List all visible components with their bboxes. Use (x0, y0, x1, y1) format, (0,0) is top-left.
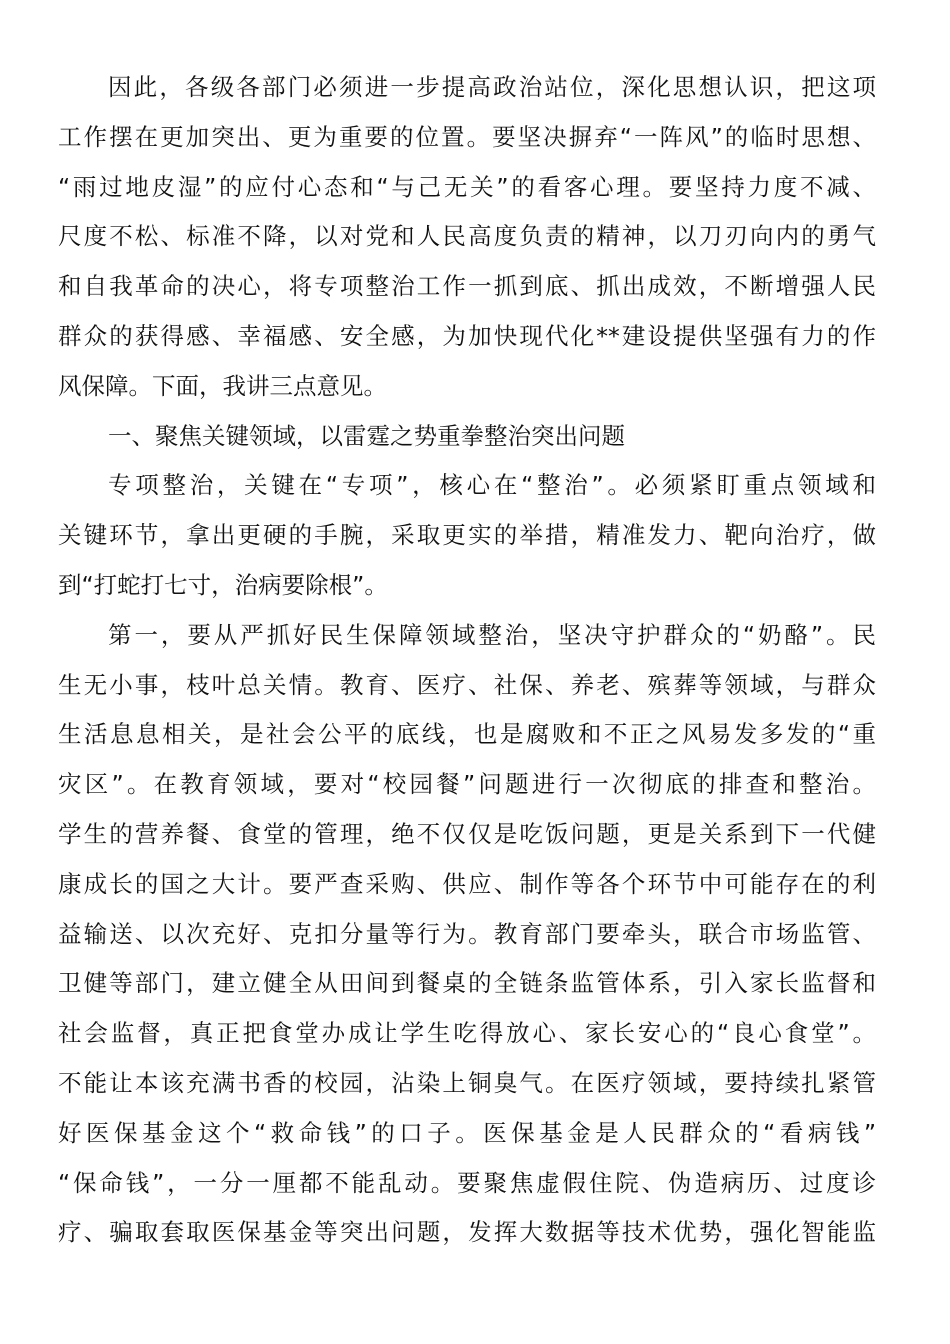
paragraph-line: 不能让本该充满书香的校园，沾染上铜臭气。在医疗领域，要持续扎紧管 (58, 1068, 876, 1097)
section-heading: 一、聚焦关键领域，以雷霆之势重拳整治突出问题 (108, 421, 625, 450)
document-page (58, 63, 876, 1258)
paragraph-line: 好医保基金这个“救命钱”的口子。医保基金是人民群众的“看病钱” (58, 1118, 876, 1147)
paragraph-line: 生活息息相关，是社会公平的底线，也是腐败和不正之风易发多发的“重 (58, 720, 876, 749)
paragraph-line: 生无小事，枝叶总关情。教育、医疗、社保、养老、殡葬等领域，与群众 (58, 670, 876, 699)
paragraph-line: 因此，各级各部门必须进一步提高政治站位，深化思想认识，把这项 (108, 73, 876, 101)
paragraph-line: 和自我革命的决心，将专项整治工作一抓到底、抓出成效，不断增强人民 (58, 272, 876, 301)
paragraph-line: 工作摆在更加突出、更为重要的位置。要坚决摒弃“一阵风”的临时思想、 (58, 122, 876, 151)
paragraph-line: 社会监督，真正把食堂办成让学生吃得放心、家长安心的“良心食堂”。 (58, 1019, 876, 1048)
paragraph-line: 尺度不松、标准不降，以对党和人民高度负责的精神，以刀刃向内的勇气 (58, 222, 876, 251)
paragraph-line: “雨过地皮湿”的应付心态和“与己无关”的看客心理。要坚持力度不减、 (58, 172, 876, 201)
paragraph-line: 第一，要从严抓好民生保障领域整治，坚决守护群众的“奶酪”。民 (108, 620, 876, 649)
paragraph-line: 益输送、以次充好、克扣分量等行为。教育部门要牵头，联合市场监管、 (58, 919, 876, 948)
paragraph-line: 到“打蛇打七寸，治病要除根”。 (58, 570, 388, 599)
paragraph-line: 关键环节，拿出更硬的手腕，采取更实的举措，精准发力、靶向治疗，做 (58, 521, 876, 550)
paragraph-line: 风保障。下面，我讲三点意见。 (58, 371, 387, 400)
paragraph-line: 专项整治，关键在“专项”，核心在“整治”。必须紧盯重点领域和 (108, 471, 876, 500)
paragraph-line: 疗、骗取套取医保基金等突出问题，发挥大数据等技术优势，强化智能监 (58, 1218, 876, 1247)
paragraph-line: 学生的营养餐、食堂的管理，绝不仅仅是吃饭问题，更是关系到下一代健 (58, 819, 876, 848)
paragraph-line: 灾区”。在教育领域，要对“校园餐”问题进行一次彻底的排查和整治。 (58, 770, 876, 799)
paragraph-line: 群众的获得感、幸福感、安全感，为加快现代化**建设提供坚强有力的作 (58, 321, 876, 350)
paragraph-line: “保命钱”，一分一厘都不能乱动。要聚焦虚假住院、伪造病历、过度诊 (58, 1168, 876, 1197)
paragraph-line: 康成长的国之大计。要严查采购、供应、制作等各个环节中可能存在的利 (58, 869, 876, 898)
paragraph-line: 卫健等部门，建立健全从田间到餐桌的全链条监管体系，引入家长监督和 (58, 969, 876, 998)
